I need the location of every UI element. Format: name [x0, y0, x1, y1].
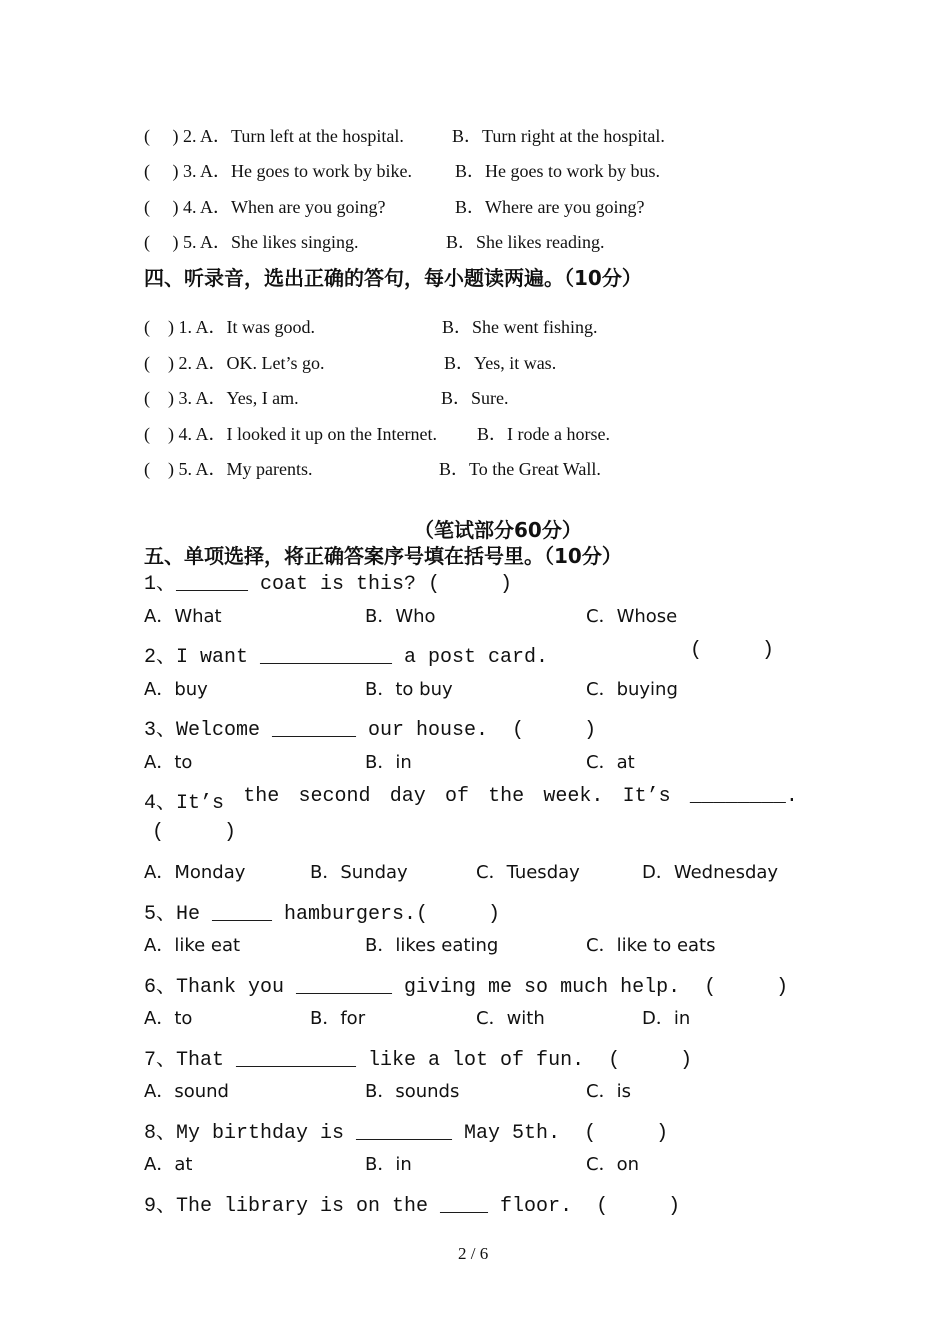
listening-item-3: ( ) 3. A．He goes to work by bike.	[144, 161, 412, 181]
section4-item-2-option-b: B．Yes, it was.	[444, 353, 557, 373]
section4-item-3-option-b: B．Sure.	[441, 388, 509, 408]
q5-option-a: A．like eat	[144, 935, 241, 956]
q1-option-b: B．Who	[365, 606, 436, 627]
page-number: 2 / 6	[458, 1244, 489, 1263]
section4-item-1-option-b: B．She went fishing.	[442, 317, 598, 337]
q4-option-d: D．Wednesday	[642, 862, 779, 883]
listening-item-2: ( ) 2. A．Turn left at the hospital.	[144, 126, 404, 146]
section4-item-4: ( ) 4. A．I looked it up on the Internet.	[144, 424, 437, 444]
q5-option-b: B．likes eating	[365, 935, 499, 956]
q4-word: the	[488, 785, 525, 808]
section4-item-3: ( ) 3. A．Yes, I am.	[144, 388, 299, 408]
question-4	[144, 785, 798, 815]
question-2: 2、I want ___________ a post card.	[144, 646, 549, 669]
section4-item-4-option-b: B．I rode a horse.	[477, 424, 610, 444]
q7-option-b: B．sounds	[365, 1081, 460, 1102]
q3-option-c: C．at	[586, 752, 635, 773]
q7-option-c: C．is	[586, 1081, 631, 1102]
listening-item-4: ( ) 4. A．When are you going?	[144, 197, 386, 217]
q4-word: 4、It’s	[144, 792, 225, 815]
q4-word: the	[243, 785, 280, 808]
section4-item-2: ( ) 2. A．OK. Let’s go.	[144, 353, 325, 373]
q4-word: It’s	[622, 785, 671, 808]
q4-option-c: C．Tuesday	[476, 862, 580, 883]
q2-option-c: C．buying	[586, 679, 678, 700]
q6-option-b: B．for	[310, 1008, 366, 1029]
q8-option-c: C．on	[586, 1154, 639, 1175]
q4-word: day	[389, 785, 426, 808]
q1-option-c: C．Whose	[586, 606, 678, 627]
listening-item-5: ( ) 5. A．She likes singing.	[144, 232, 359, 252]
question-2-bracket: ( )	[690, 639, 775, 662]
q8-option-b: B．in	[365, 1154, 412, 1175]
listening-item-3-option-b: B．He goes to work by bus.	[455, 161, 660, 181]
section4-item-5: ( ) 5. A．My parents.	[144, 459, 313, 479]
question-6: 6、Thank you ________ giving me so much help. ( )	[144, 976, 789, 999]
section4-item-5-option-b: B．To the Great Wall.	[439, 459, 601, 479]
question-8: 8、My birthday is ________ May 5th. ( )	[144, 1122, 669, 1145]
written-part-title: （笔试部分60分）	[414, 518, 582, 542]
q8-option-a: A．at	[144, 1154, 193, 1175]
listening-item-2-option-b: B．Turn right at the hospital.	[452, 126, 665, 146]
q5-option-c: C．like to eats	[586, 935, 716, 956]
q1-option-a: A．What	[144, 606, 222, 627]
question-5: 5、He _____ hamburgers.( )	[144, 903, 501, 926]
section5-heading: 五、单项选择，将正确答案序号填在括号里。（10分）	[144, 544, 622, 568]
q2-option-b: B．to buy	[365, 679, 453, 700]
q4-option-a: A．Monday	[144, 862, 246, 883]
q4-word: second	[298, 785, 371, 808]
question-3: 3、Welcome _______ our house. ( )	[144, 719, 597, 742]
section4-heading: 四、听录音，选出正确的答句，每小题读两遍。（10分）	[144, 266, 642, 290]
listening-item-4-option-b: B．Where are you going?	[455, 197, 645, 217]
section4-item-1: ( ) 1. A．It was good.	[144, 317, 315, 337]
q4-word: of	[444, 785, 469, 808]
listening-item-5-option-b: B．She likes reading.	[446, 232, 605, 252]
q4-word: week.	[543, 785, 604, 808]
question-1: 1、______ coat is this? ( )	[144, 573, 513, 596]
q4-option-b: B．Sunday	[310, 862, 408, 883]
question-7: 7、That __________ like a lot of fun. ( )	[144, 1049, 693, 1072]
q3-option-a: A．to	[144, 752, 193, 773]
q7-option-a: A．sound	[144, 1081, 229, 1102]
q4-word: ________.	[689, 785, 798, 808]
q6-option-a: A．to	[144, 1008, 193, 1029]
q6-option-d: D．in	[642, 1008, 691, 1029]
q3-option-b: B．in	[365, 752, 412, 773]
q6-option-c: C．with	[476, 1008, 545, 1029]
q2-option-a: A．buy	[144, 679, 208, 700]
question-4-bracket: ( )	[152, 821, 237, 844]
question-9: 9、The library is on the ____ floor. ( )	[144, 1195, 681, 1218]
